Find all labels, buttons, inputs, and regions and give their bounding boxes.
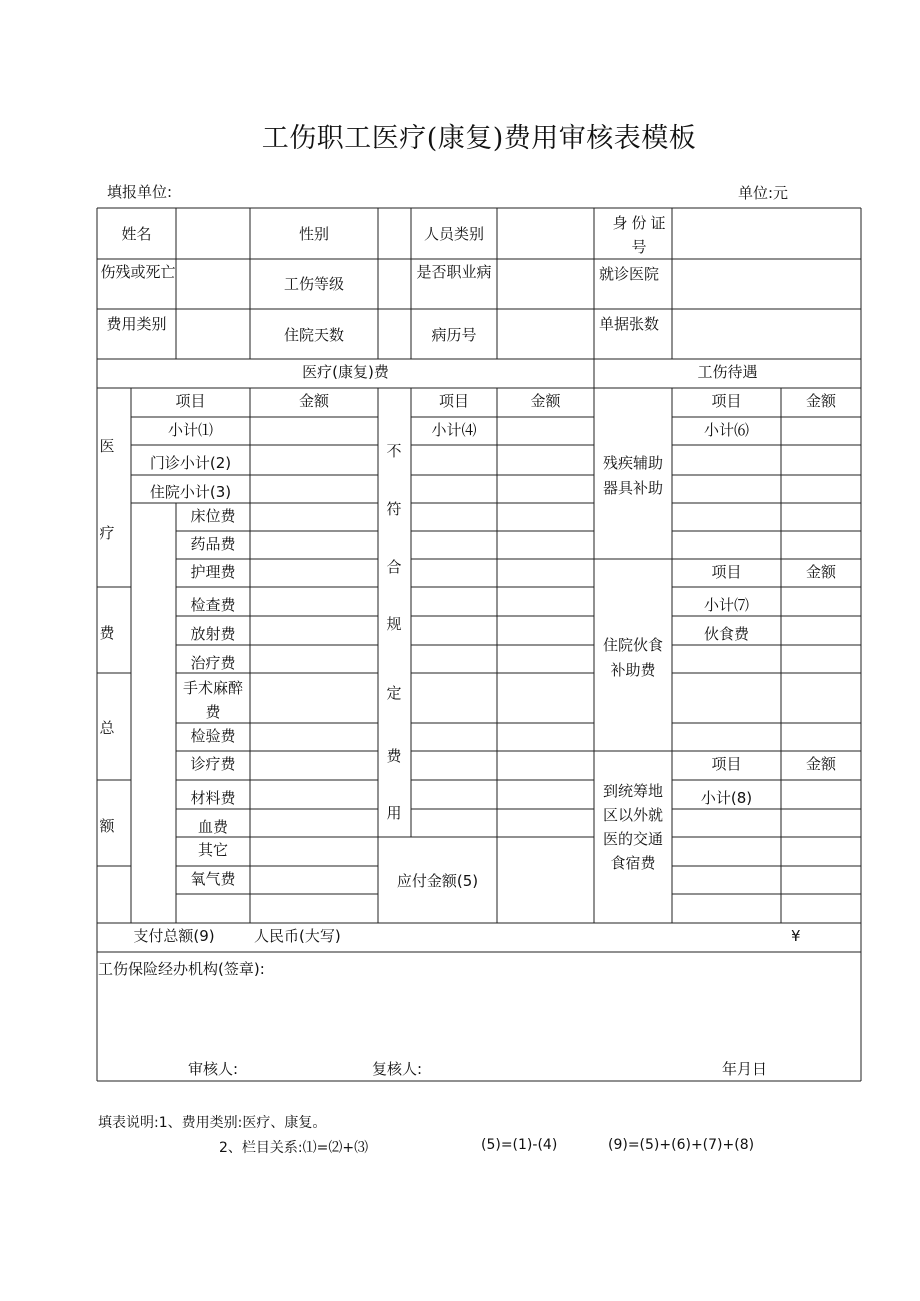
- note-line-2: 2、栏目关系:⑴=⑵+⑶: [219, 1140, 369, 1156]
- payable-amount-label: 应付金额(5): [396, 872, 479, 890]
- item-drug-fee: 药品费: [190, 535, 236, 553]
- disability-aid-label: 残疾辅助器具补助: [602, 454, 663, 497]
- aid-amount-header: 金额: [805, 392, 836, 410]
- yen-sign: ¥: [791, 927, 801, 945]
- noncompliant-char-4: 规: [386, 615, 402, 633]
- gender-label: 性别: [298, 225, 329, 243]
- item-consultation-fee: 诊疗费: [190, 755, 236, 773]
- item-exam-fee: 检查费: [190, 596, 236, 614]
- item-blood-fee: 血费: [197, 818, 228, 836]
- injury-level-label: 工伤等级: [283, 275, 344, 293]
- medical-item-header: 项目: [175, 392, 206, 410]
- total-char-4: 总: [99, 719, 115, 737]
- rechecker-label: 复核人:: [372, 1060, 423, 1078]
- inpatient-subtotal-label: 住院小计(3): [149, 483, 232, 501]
- item-treatment-fee: 治疗费: [190, 654, 236, 672]
- disability-label: 伤残或死亡: [100, 263, 176, 281]
- noncompliant-amount-header: 金额: [530, 392, 561, 410]
- subtotal-1-label: 小计⑴: [167, 421, 213, 439]
- fee-type-label: 费用类别: [106, 315, 167, 333]
- item-oxygen-fee: 氧气费: [190, 870, 236, 888]
- item-bed-fee: 床位费: [190, 507, 236, 525]
- travel-amount-header: 金额: [805, 755, 836, 773]
- reviewer-label: 审核人:: [188, 1060, 239, 1078]
- payment-total-label: 支付总额(9): [133, 927, 215, 945]
- medical-amount-header: 金额: [298, 392, 329, 410]
- medical-section-title: 医疗(康复)费: [302, 363, 389, 381]
- aid-item-header: 项目: [711, 392, 742, 410]
- noncompliant-char-1: 不: [386, 442, 402, 460]
- name-label: 姓名: [121, 225, 152, 243]
- total-char-3: 费: [99, 624, 115, 642]
- hospital-label: 就诊医院: [599, 265, 660, 283]
- travel-item-header: 项目: [711, 755, 742, 773]
- subtotal-7-label: 小计⑺: [703, 596, 749, 614]
- total-char-5: 额: [99, 817, 115, 835]
- item-material-fee: 材料费: [190, 789, 236, 807]
- total-char-1: 医: [99, 437, 115, 455]
- item-other-fee: 其它: [197, 841, 228, 859]
- item-radiology-fee: 放射费: [190, 625, 236, 643]
- record-number-label: 病历号: [431, 326, 477, 344]
- benefits-section-title: 工伤待遇: [697, 363, 758, 381]
- occupational-label: 是否职业病: [416, 263, 492, 281]
- meal-subsidy-label: 住院伙食补助费: [602, 636, 663, 679]
- note-formula-1: (5)=(1)-(4): [481, 1137, 558, 1153]
- meal-fee-label: 伙食费: [703, 625, 749, 643]
- meal-item-header: 项目: [711, 563, 742, 581]
- item-nursing-fee: 护理费: [190, 563, 236, 581]
- receipt-count-label: 单据张数: [599, 315, 660, 333]
- noncompliant-char-5: 定: [386, 684, 402, 702]
- item-surgery-anesthesia-fee: 手术麻醉费: [182, 679, 243, 721]
- note-line-1: 填表说明:1、费用类别:医疗、康复。: [98, 1115, 327, 1131]
- meal-amount-header: 金额: [805, 563, 836, 581]
- total-char-2: 疗: [99, 524, 115, 542]
- hospital-days-label: 住院天数: [283, 326, 344, 344]
- note-formula-2: (9)=(5)+(6)+(7)+(8): [608, 1137, 755, 1153]
- page-title: 工伤职工医疗(康复)费用审核表模板: [261, 123, 697, 154]
- travel-lodging-label: 到统筹地区以外就医的交通食宿费: [602, 782, 663, 872]
- noncompliant-char-7: 用: [386, 804, 402, 822]
- personnel-type-label: 人员类别: [423, 225, 484, 243]
- reporter-label: 填报单位:: [107, 183, 173, 201]
- outpatient-subtotal-label: 门诊小计(2): [149, 454, 232, 472]
- agency-label: 工伤保险经办机构(签章):: [98, 960, 265, 978]
- date-label: 年月日: [722, 1060, 768, 1078]
- noncompliant-char-6: 费: [386, 747, 402, 765]
- subtotal-4-label: 小计⑷: [431, 421, 477, 439]
- item-lab-test-fee: 检验费: [190, 727, 236, 745]
- id-number-label: 身份证号: [612, 214, 670, 256]
- noncompliant-char-2: 符: [386, 500, 402, 518]
- noncompliant-item-header: 项目: [438, 392, 469, 410]
- unit-label: 单位:元: [738, 184, 789, 202]
- subtotal-8-label: 小计(8): [700, 789, 753, 807]
- rmb-uppercase-label: 人民币(大写): [254, 927, 341, 945]
- noncompliant-char-3: 合: [386, 558, 402, 576]
- subtotal-6-label: 小计⑹: [703, 421, 749, 439]
